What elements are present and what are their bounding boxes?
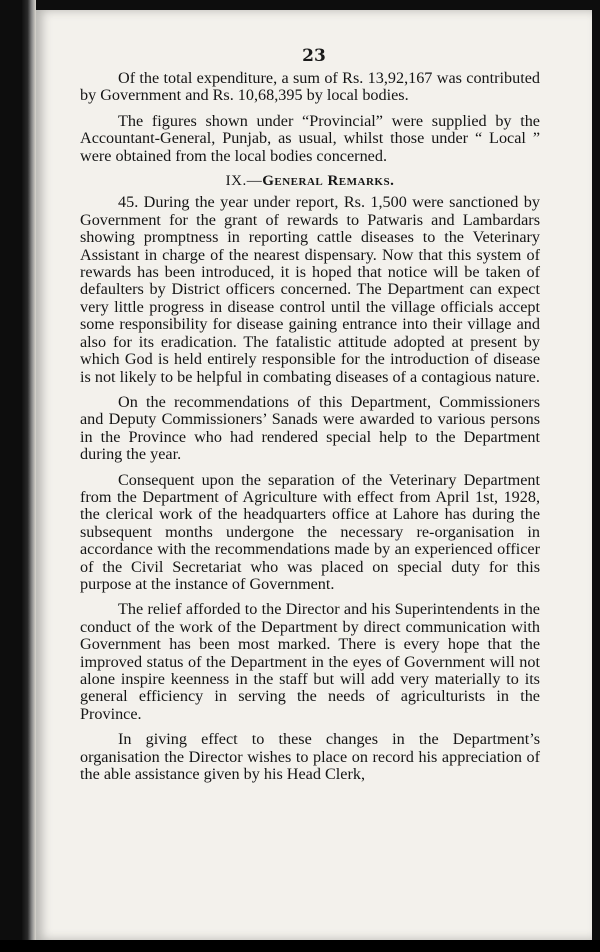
paragraph-figures-source: The figures shown under “Provincial” were supplied by the Accountant-General, Punjab, as usual, whilst those under “ Local ” were obtained from the local bodies concerned. (80, 111, 540, 165)
paragraph-expenditure: Of the total expenditure, a sum of Rs. 13,92,167 was contributed by Government and Rs. 10,68,395 by local bodies. (80, 69, 540, 105)
paragraph-rewards: 45. During the year under report, Rs. 1,500 were sanctioned by Government for the grant of rewards to Patwaris and Lambardars showing promptness in reporting cattle diseases to the Veterinary Assistant in charge of the nearest dispensary. Now that this system of rewards has been introduced, it is hoped that notice will be taken of defaulters by District officers concerned. The Department can expect very little progress in disease control until the village officials accept some responsibility for disease gaining entrance into their village and also for its eradication. The fatalistic attitude adopted at present by which God is held entirely responsible for the introduction of disease is not likely to be helpful in combating diseases of a contagious nature. (80, 193, 540, 386)
book-spine (22, 0, 36, 952)
section-heading-number: IX.— (225, 173, 263, 190)
section-heading (80, 173, 540, 190)
paragraph-relief: The relief afforded to the Director and his Superintendents in the conduct of the work of the Department by direct communication with Government has been most marked. There is every hope that the improved status of the Department in the eyes of Government will not alone inspire keenness in the staff but will add very materially to its general efficiency in serving the needs of agriculturists in the Province. (80, 600, 540, 723)
paragraph-sanads: On the recommendations of this Department, Commissioners and Deputy Commissioners’ Sanads were awarded to various persons in the Province who had rendered special help to the Department during the year. (80, 392, 540, 464)
page-body (80, 70, 540, 791)
section-heading-title: General Remarks. (262, 173, 395, 190)
document-page (36, 10, 592, 940)
paragraph-appreciation: In giving effect to these changes in the Department’s organisation the Director wishes to place on record his appreciation of the able assistance given by his Head Clerk, (80, 730, 540, 784)
scan-bottom-edge (0, 940, 600, 952)
page-number: 23 (302, 46, 326, 66)
paragraph-reorganisation: Consequent upon the separation of the Veterinary Department from the Department of Agriculture with effect from April 1st, 1928, the clerical work of the headquarters office at Lahore has during the subsequent months undergone the necessary re-organisation in accordance with the recommendations made by an experienced officer of the Civil Secretariat who was placed on special duty for this purpose at the instance of Government. (80, 470, 540, 593)
